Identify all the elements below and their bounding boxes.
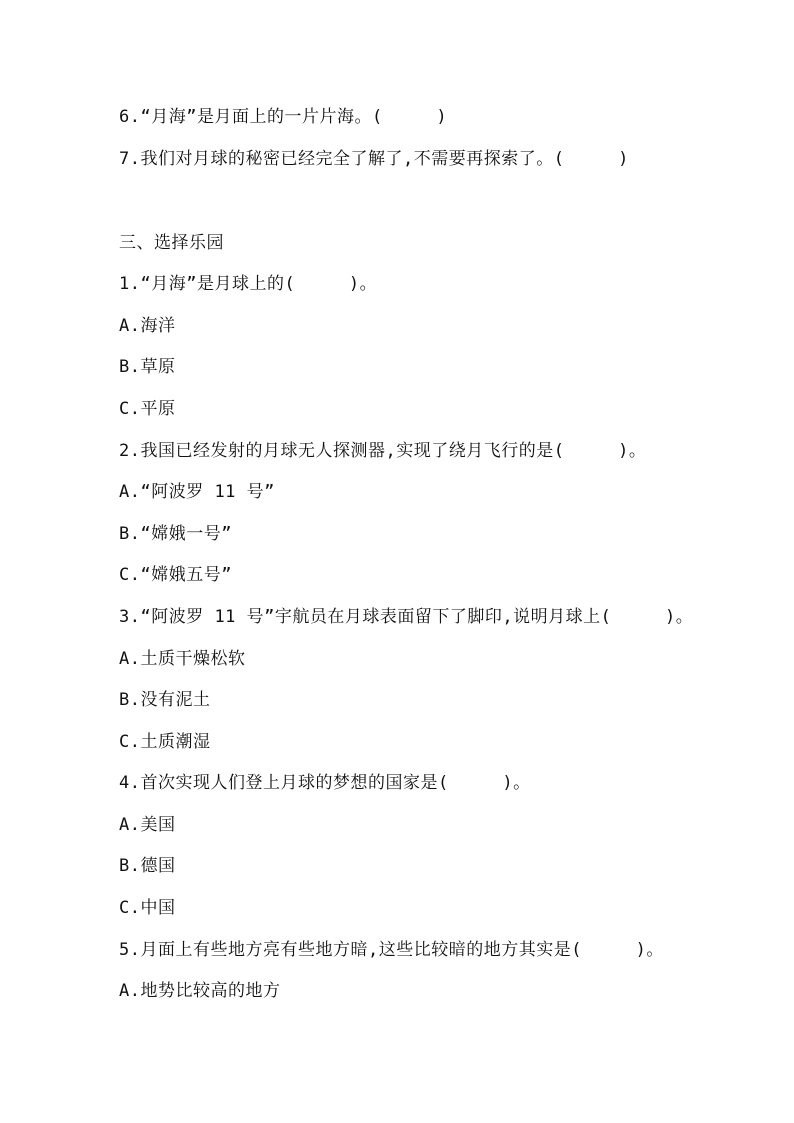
question-2-option-a: A.“阿波罗 11 号” (119, 482, 275, 502)
question-3-stem: 3.“阿波罗 11 号”宇航员在月球表面留下了脚印,说明月球上( )。 (119, 607, 694, 627)
question-2-option-b: B.“嫦娥一号” (119, 524, 232, 544)
question-1-option-a: A.海洋 (119, 316, 176, 336)
judgment-question-6: 6.“月海”是月面上的一片片海。( ) (119, 107, 448, 127)
question-4-stem: 4.首次实现人们登上月球的梦想的国家是( )。 (119, 773, 531, 793)
judgment-question-7: 7.我们对月球的秘密已经完全了解了,不需要再探索了。( ) (119, 149, 629, 169)
question-2-stem: 2.我国已经发射的月球无人探测器,实现了绕月飞行的是( )。 (119, 441, 647, 461)
question-4-option-c: C.中国 (119, 898, 176, 918)
question-1-option-c: C.平原 (119, 399, 176, 419)
question-4-option-b: B.德国 (119, 856, 176, 876)
question-1-option-b: B.草原 (119, 357, 176, 377)
question-3-option-a: A.土质干燥松软 (119, 649, 246, 669)
question-3-option-c: C.土质潮湿 (119, 732, 211, 752)
question-5-option-a: A.地势比较高的地方 (119, 981, 281, 1001)
question-2-option-c: C.“嫦娥五号” (119, 565, 232, 585)
question-1-stem: 1.“月海”是月球上的( )。 (119, 274, 378, 294)
section-title: 三、选择乐园 (119, 233, 224, 253)
question-5-stem: 5.月面上有些地方亮有些地方暗,这些比较暗的地方其实是( )。 (119, 940, 664, 960)
question-4-option-a: A.美国 (119, 815, 176, 835)
question-3-option-b: B.没有泥土 (119, 690, 211, 710)
